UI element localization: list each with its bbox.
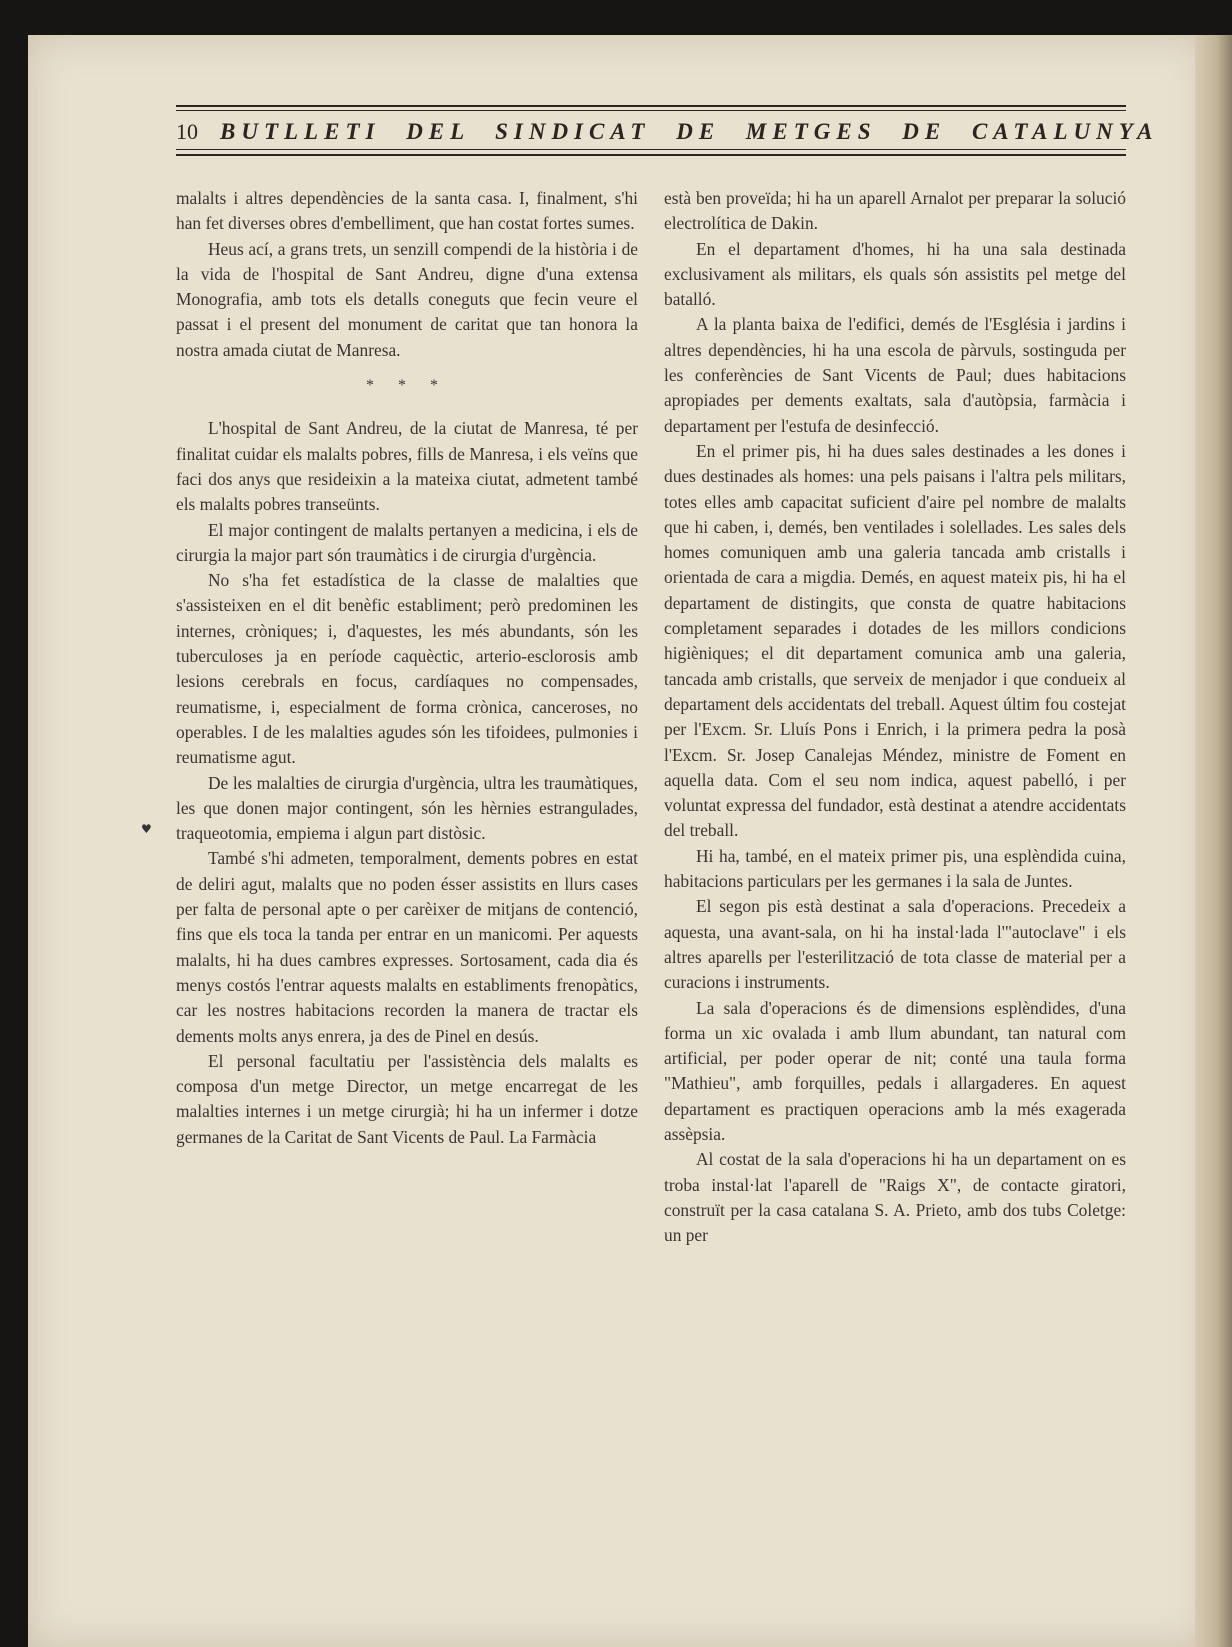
paragraph: El major contingent de malalts pertanyen a medicina, i els de cirurgia la major part són traumàtics i de cirurgia d'urgència. bbox=[176, 519, 638, 565]
paragraph: També s'hi admeten, temporalment, dements pobres en estat de deliri agut, malalts que no poden ésser assistits en llurs cases per falta de personal apte o per carèixer de mitjans de contenció, fins que els toca la tanda per entrar en un manicomi. Per aquests malalts, hi ha dues cambres expresses. Sortosament, cada dia és menys costós l'entrar aquests malalts en establiments frenopàtics, car les nostres habitacions recorden la manera de tractar els dements molts anys enrera, ja des de Pinel en desús. bbox=[176, 848, 638, 1046]
section-separator: * * * bbox=[366, 377, 448, 395]
paragraph: De les malalties de cirurgia d'urgència, ultra les traumàtiques, les que donen major contingent, són les hèrnies estrangulades, traqueotomia, empiema i algun part distòsic. bbox=[176, 772, 638, 844]
header-rule-top bbox=[176, 105, 1126, 107]
paragraph: Al costat de la sala d'operacions hi ha un departament on es troba instal·lat l'aparell de "Raigs X", de contacte giratori, construït per la casa catalana S. A. Prieto, amb dos tubs Coletge: un per bbox=[664, 1149, 1126, 1246]
margin-mark: ♥ bbox=[141, 822, 152, 836]
paragraph: En el departament d'homes, hi ha una sala destinada exclusivament als militars, els quals són assistits pel metge del batalló. bbox=[664, 238, 1126, 310]
page-edge bbox=[1195, 35, 1232, 1647]
paragraph: En el primer pis, hi ha dues sales destinades a les dones i dues destinades als homes: una pels paisans i l'altra pels militars, totes elles amb capacitat suficient d'aire pel nombre de malalts que hi caben, i, demés, ben ventilades i solellades. Les sales dels homes comuniquen amb una galeria tancada amb cristalls i orientada de cara a migdia. Demés, en aquest mateix pis, hi ha el departament de distingits, que consta de quatre habitacions completament separades i dotades de les millors condicions higièniques; el dit departament comunica amb una galeria, tancada amb cristalls, que serveix de menjador i que condueix al departament dels accidentats del treball. Aquest últim fou costejat per l'Excm. Sr. Lluís Pons i Enrich, i la primera pedra la posà l'Excm. Sr. Josep Canalejas Méndez, ministre de Foment en aquella data. Com el seu nom indica, aquest pabelló, i per voluntat expressa del fundador, està destinat a atendre accidentats del treball. bbox=[664, 440, 1126, 841]
paragraph: està ben proveïda; hi ha un aparell Arnalot per preparar la solució electrolítica de Dakin. bbox=[664, 188, 1126, 234]
paragraph: El personal facultatiu per l'assistència dels malalts es composa d'un metge Director, un metge encarregat de les malalties internes i un metge cirurgià; hi ha un infermer i dotze germanes de la Caritat de Sant Vicents de Paul. La Farmàcia bbox=[176, 1050, 638, 1147]
right-column bbox=[664, 186, 1126, 1248]
paragraph: A la planta baixa de l'edifici, demés de l'Església i jardins i altres dependències, hi ha una escola de pàrvuls, sostinguda per les conferències de Sant Vicents de Paul; dues habitacions apropiades per dements exaltats, sala d'autòpsia, farmàcia i departament per l'estufa de desinfecció. bbox=[664, 314, 1126, 436]
paragraph: L'hospital de Sant Andreu, de la ciutat de Manresa, té per finalitat cuidar els malalts pobres, fills de Manresa, i els veïns que faci dos anys que resideixin a la mateixa ciutat, admetent també els malalts pobres transeünts. bbox=[176, 418, 638, 515]
running-header bbox=[176, 105, 1159, 161]
page-number: 10 bbox=[176, 119, 198, 144]
paragraph: malalts i altres dependències de la santa casa. I, finalment, s'hi han fet diverses obres d'embelliment, que han costat fortes sumes. bbox=[176, 188, 638, 234]
header-rule-top-thin bbox=[176, 110, 1126, 111]
header-text bbox=[176, 119, 1159, 145]
header-rule-bottom-thin bbox=[176, 149, 1126, 150]
paragraph: El segon pis està destinat a sala d'operacions. Precedeix a aquesta, una avant-sala, on hi ha instal·lada l'"autoclave" i els altres aparells per l'esterilització de tota classe de material per a curacions i instruments. bbox=[664, 896, 1126, 993]
header-rule-bottom bbox=[176, 154, 1126, 156]
left-column bbox=[176, 186, 638, 1150]
running-title: BUTLLETI DEL SINDICAT DE METGES DE CATALUNYA bbox=[220, 119, 1159, 144]
paragraph: La sala d'operacions és de dimensions esplèndides, d'una forma un xic ovalada i amb llum abundant, tan natural com artificial, per poder operar de nit; conté una taula forma "Mathieu", amb forquilles, pedals i allargaderes. En aquest departament es practiquen operacions amb la més exagerada assèpsia. bbox=[664, 997, 1126, 1144]
paragraph: Heus ací, a grans trets, un senzill compendi de la història i de la vida de l'hospital de Sant Andreu, digne d'una extensa Monografia, amb tots els detalls coneguts que fecin veure el passat i el present del monument de caritat que tan honora la nostra amada ciutat de Manresa. bbox=[176, 238, 638, 360]
paragraph: Hi ha, també, en el mateix primer pis, una esplèndida cuina, habitacions particulars per les germanes i la sala de Juntes. bbox=[664, 845, 1126, 892]
paragraph: No s'ha fet estadística de la classe de malalties que s'assisteixen en el dit benèfic establiment; però predominen les internes, cròniques; i, d'aquestes, les més abundants, són les tuberculoses ja en període caquèctic, arterio-esclorosis amb lesions cerebrals en focus, cardíaques no compensades, reumatisme, i, especialment de forma crònica, canceroses, no operables. I de les malalties agudes són les tifoidees, pulmonies i reumatisme agut. bbox=[176, 570, 638, 768]
